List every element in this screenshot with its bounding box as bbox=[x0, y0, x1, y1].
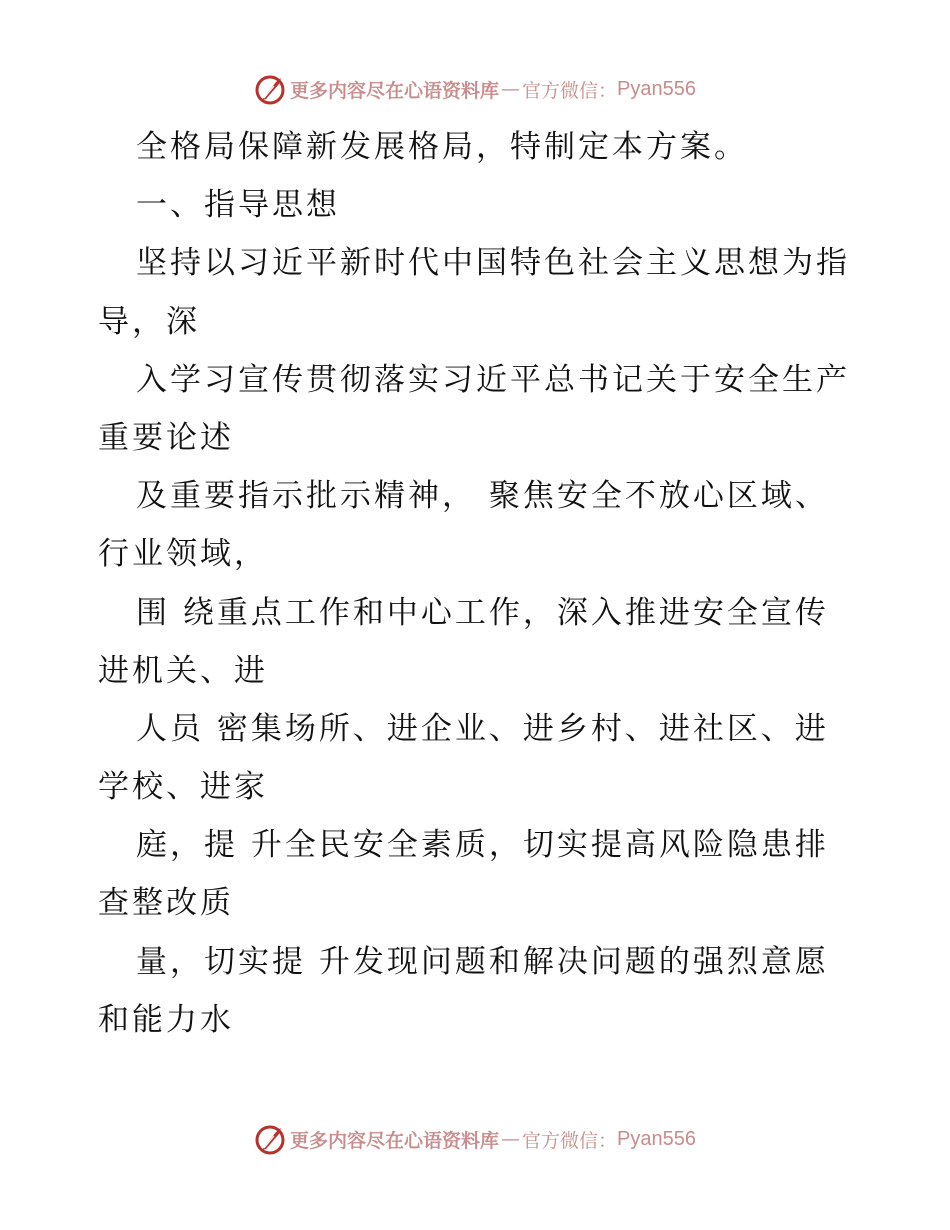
body-line: 人员 密集场所、进企业、进乡村、进社区、进 bbox=[136, 710, 829, 747]
banner-separator: — bbox=[501, 1128, 521, 1150]
body-line: 和能力水 bbox=[98, 1001, 234, 1038]
body-line: 及重要指示批示精神， 聚焦安全不放心区域、 bbox=[136, 478, 829, 515]
body-line: 围 绕重点工作和中心工作，深入推进安全宣传 bbox=[136, 594, 829, 631]
banner-wechat-id: Pyan556 bbox=[617, 77, 696, 100]
banner-slogan: 更多内容尽在心语资料库 bbox=[290, 79, 500, 102]
body-line: 导，深 bbox=[98, 303, 200, 340]
body-line: 坚持以习近平新时代中国特色社会主义思想为指 bbox=[136, 245, 850, 282]
body-line: 学校、进家 bbox=[98, 769, 268, 806]
header-banner bbox=[0, 72, 950, 106]
pen-nib-logo-icon bbox=[254, 1122, 288, 1156]
body-line: 行业领域， bbox=[98, 536, 268, 573]
body-line: 全格局保障新发展格局，特制定本方案。 bbox=[136, 129, 748, 165]
body-line: 量，切实提 升发现问题和解决问题的强烈意愿 bbox=[136, 943, 829, 980]
banner-separator: — bbox=[501, 78, 521, 100]
banner-slogan: 更多内容尽在心语资料库 bbox=[290, 1129, 500, 1152]
body-line: 进机关、进 bbox=[98, 652, 268, 689]
footer-banner bbox=[0, 1122, 950, 1156]
body-line: 重要论述 bbox=[98, 419, 234, 456]
body-line: 入学习宣传贯彻落实习近平总书记关于安全生产 bbox=[136, 361, 850, 398]
pen-nib-logo-icon bbox=[254, 72, 288, 106]
body-line: 庭，提 升全民安全素质，切实提高风险隐患排 bbox=[136, 827, 829, 864]
document-body bbox=[98, 118, 898, 1049]
banner-wechat-label: 官方微信： bbox=[522, 1129, 618, 1152]
banner-wechat-label: 官方微信： bbox=[522, 79, 618, 102]
banner-wechat-id: Pyan556 bbox=[617, 1127, 696, 1150]
section-heading: 一、指导思想 bbox=[136, 187, 340, 224]
body-line: 查整改质 bbox=[98, 885, 234, 922]
